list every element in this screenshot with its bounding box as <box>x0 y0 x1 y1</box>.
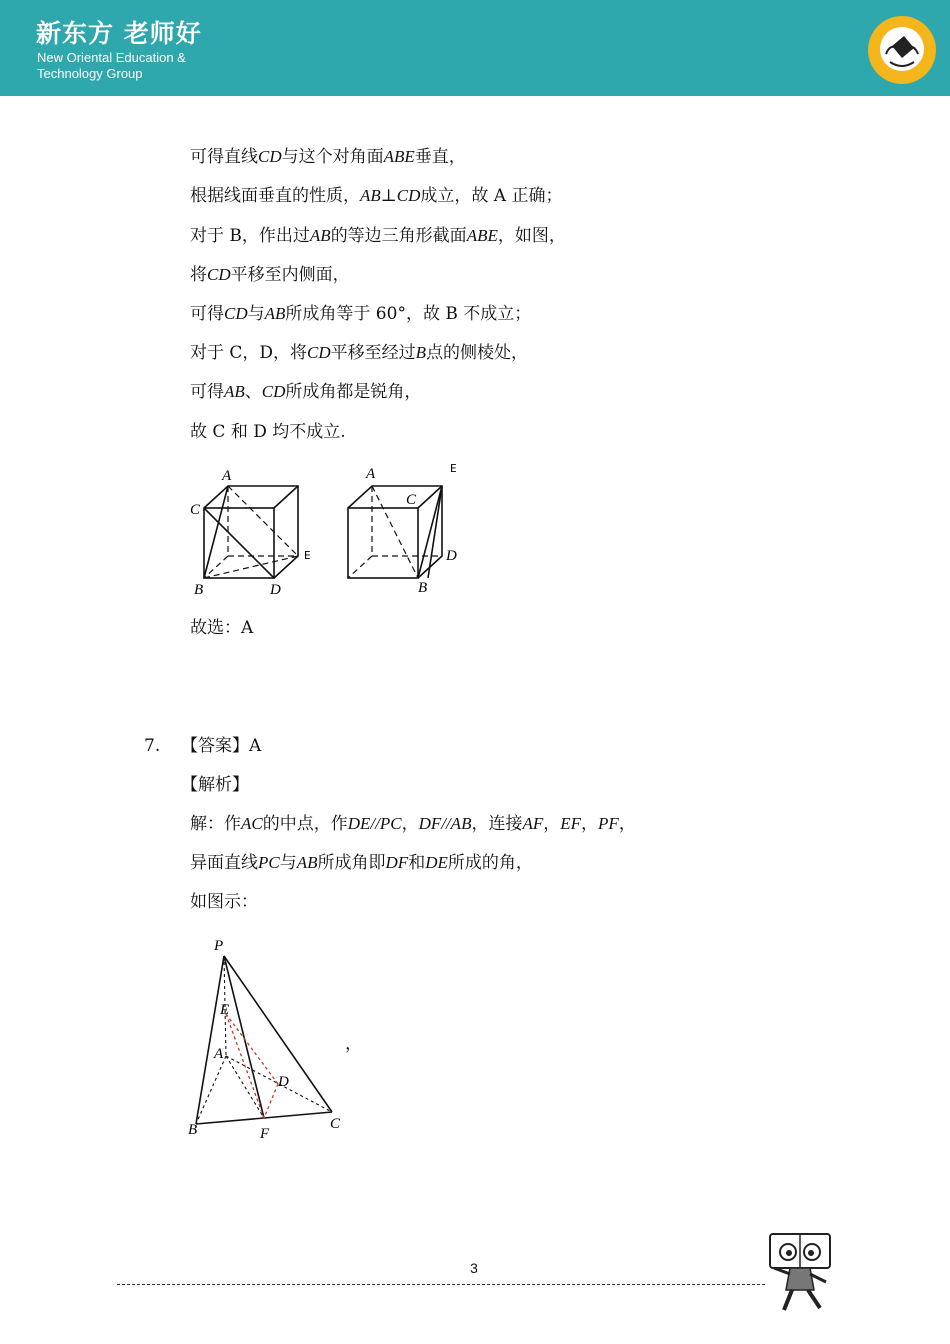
label-b: B <box>188 1122 198 1138</box>
cube-figure-1 <box>186 462 320 598</box>
question-number: 7. <box>144 736 161 756</box>
brand-en-line1: New Oriental Education & <box>37 50 186 65</box>
trailing-comma: ， <box>345 1034 362 1054</box>
edge-be <box>204 556 298 578</box>
edge-df <box>264 1084 278 1118</box>
mascot-icon <box>764 1228 836 1316</box>
label-d: D <box>278 1074 289 1090</box>
brand-name-en <box>37 50 186 82</box>
label-f: F <box>260 1126 270 1142</box>
edge-ab <box>204 486 228 578</box>
label-e: E <box>304 549 311 562</box>
label-a: A <box>366 466 376 482</box>
text-line: 可得CD与AB所成角等于 60°，故 B 不成立； <box>190 304 532 324</box>
label-e: E <box>450 462 457 475</box>
edge-ef <box>226 1014 264 1118</box>
text-line: 对于 C，D，将CD平移至经过B点的侧棱处， <box>190 343 529 363</box>
brand-name-cn: 新东方 老师好 <box>36 19 202 48</box>
answer-tag: 【答案】A <box>181 736 262 756</box>
edge-pf <box>224 956 264 1118</box>
label-c: C <box>406 492 417 508</box>
cube-figure-2 <box>340 460 470 598</box>
final-answer-6: 故选：A <box>190 618 254 638</box>
label-a: A <box>222 468 232 484</box>
text-line: 对于 B，作出过AB的等边三角形截面ABE，如图， <box>190 226 566 246</box>
label-p: P <box>214 938 224 954</box>
text-line: 可得AB、CD所成角都是锐角， <box>190 382 422 402</box>
text-line: 故 C 和 D 均不成立. <box>190 422 346 442</box>
label-c: C <box>330 1116 341 1132</box>
analysis-tag: 【解析】 <box>181 775 249 795</box>
text-line: 可得直线CD与这个对角面ABE垂直， <box>190 147 466 167</box>
label-a: A <box>214 1046 224 1062</box>
footer-divider <box>117 1284 765 1285</box>
logo-icon <box>866 14 938 86</box>
text-line: 根据线面垂直的性质，AB⊥CD成立，故 A 正确； <box>190 186 563 206</box>
tetrahedron-figure <box>182 930 352 1142</box>
label-d: D <box>270 582 281 598</box>
text-line: 解：作AC的中点，作DE//PC，DF//AB，连接AF，EF，PF， <box>190 814 636 834</box>
header-banner <box>0 0 950 96</box>
brand-en-line2: Technology Group <box>37 66 143 81</box>
edge-pb <box>196 956 224 1124</box>
label-b: B <box>194 582 204 598</box>
cube-front-face <box>348 508 418 578</box>
edge-de <box>226 1014 278 1084</box>
label-b: B <box>418 580 428 596</box>
label-d: D <box>446 548 457 564</box>
label-e: E <box>220 1002 230 1018</box>
text-line: 将CD平移至内侧面， <box>190 265 350 285</box>
label-c: C <box>190 502 201 518</box>
page-number: 3 <box>470 1260 478 1276</box>
text-line: 异面直线PC与AB所成角即DF和DE所成的角， <box>190 853 533 873</box>
text-line: 如图示： <box>190 892 258 912</box>
